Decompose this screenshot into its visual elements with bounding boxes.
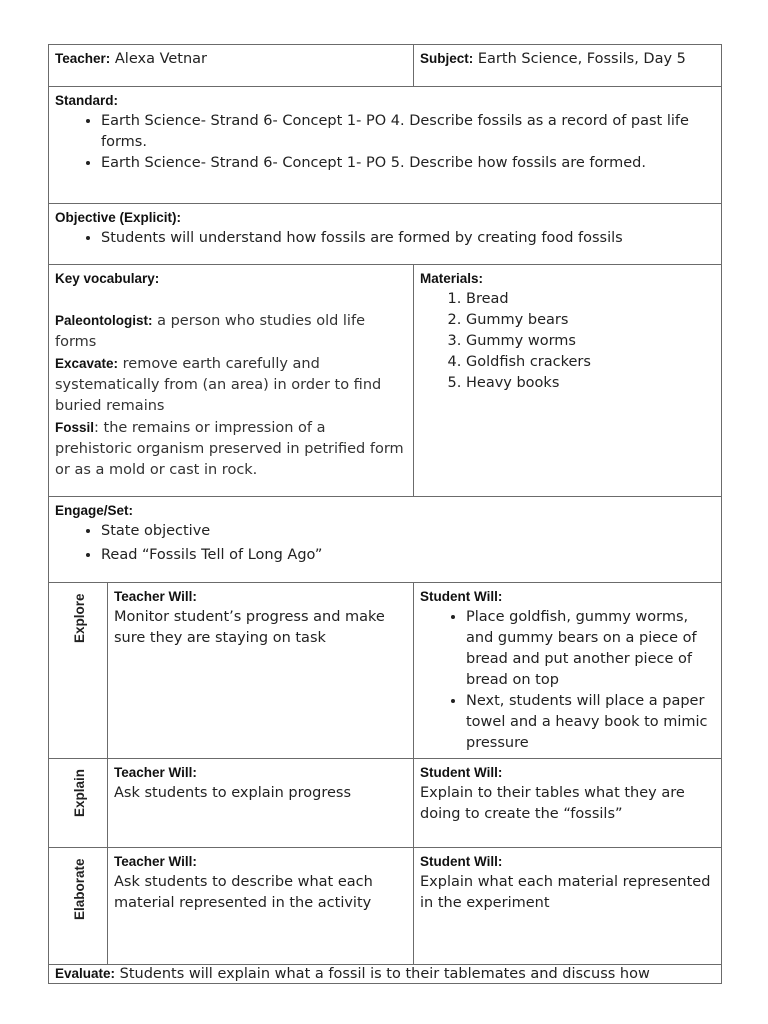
explain-side-cell [49, 759, 108, 848]
explore-student-list [420, 607, 715, 754]
explore-row [49, 583, 722, 759]
standard-item: • Earth Science- Strand 6- Concept 1- PO 4. Describe fossils as a record of past life forms. [101, 111, 715, 153]
materials-label: Materials: [420, 271, 484, 286]
explain-student-cell [414, 759, 722, 848]
evaluate-row [49, 965, 722, 984]
explore-teacher-label: Teacher Will: [114, 589, 197, 604]
lesson-plan-table [48, 44, 722, 984]
standard-list [55, 111, 715, 174]
engage-cell [49, 497, 722, 583]
standard-row [49, 87, 722, 204]
objective-cell [49, 204, 722, 265]
explain-teacher-text: Ask students to explain progress [114, 785, 352, 801]
explain-side-label: Explain [72, 768, 87, 817]
material-item: 2. Gummy bears [466, 310, 715, 331]
explore-side-cell [49, 583, 108, 759]
vocab-word: Paleontologist: [55, 313, 153, 328]
engage-row [49, 497, 722, 583]
standard-item: • Earth Science- Strand 6- Concept 1- PO 5. Describe how fossils are formed. [101, 153, 715, 174]
evaluate-cell [49, 965, 722, 984]
evaluate-label: Evaluate: [55, 966, 116, 981]
objective-row [49, 204, 722, 265]
elaborate-teacher-label: Teacher Will: [114, 854, 197, 869]
subject-label: Subject: [420, 51, 474, 66]
header-row [49, 45, 722, 87]
standard-label: Standard: [55, 93, 119, 108]
materials-list [420, 289, 715, 394]
vocabulary-label: Key vocabulary: [55, 271, 160, 286]
material-item: 1. Bread [466, 289, 715, 310]
vocab-word: Fossil [55, 420, 95, 435]
elaborate-student-text: Explain what each material represented in the experiment [420, 874, 711, 911]
elaborate-row [49, 848, 722, 965]
vocabulary-cell [49, 265, 414, 497]
explain-student-text: Explain to their tables what they are doing to create the “fossils” [420, 785, 685, 822]
explore-student-item: • Place goldfish, gummy worms, and gummy bears on a piece of bread and put another piece of bread on top [466, 607, 715, 691]
explore-side-label: Explore [72, 593, 87, 643]
explore-student-label: Student Will: [420, 589, 503, 604]
elaborate-teacher-text: Ask students to describe what each material represented in the activity [114, 874, 373, 911]
teacher-cell [49, 45, 414, 87]
objective-list [55, 228, 715, 249]
standard-cell [49, 87, 722, 204]
explain-teacher-label: Teacher Will: [114, 765, 197, 780]
vocab-definition: a person who studies old life forms [55, 313, 365, 350]
vocab-definition: : the remains or impression of a prehistoric organism preserved in petrified form or as a mold or cast in rock. [55, 420, 404, 478]
elaborate-student-cell [414, 848, 722, 965]
explore-student-cell [414, 583, 722, 759]
explore-teacher-cell [108, 583, 414, 759]
vocab-term [55, 353, 407, 417]
elaborate-side-label: Elaborate [72, 858, 87, 920]
material-item: 5. Heavy books [466, 373, 715, 394]
vocab-term [55, 417, 407, 481]
elaborate-side-cell [49, 848, 108, 965]
engage-list [55, 521, 715, 566]
vocab-word: Excavate: [55, 356, 119, 371]
subject-value: Earth Science, Fossils, Day 5 [473, 51, 686, 67]
objective-label: Objective (Explicit): [55, 210, 182, 225]
elaborate-student-label: Student Will: [420, 854, 503, 869]
material-item: 3. Gummy worms [466, 331, 715, 352]
engage-label: Engage/Set: [55, 503, 134, 518]
explain-teacher-cell [108, 759, 414, 848]
material-item: 4. Goldfish crackers [466, 352, 715, 373]
teacher-label: Teacher: [55, 51, 111, 66]
evaluate-text: Students will explain what a fossil is to their tablemates and discuss how [115, 966, 650, 982]
vocabulary-materials-row [49, 265, 722, 497]
teacher-name: Alexa Vetnar [110, 51, 208, 67]
vocab-definition: remove earth carefully and systematically from (an area) in order to find buried remains [55, 356, 382, 414]
objective-item: • Students will understand how fossils are formed by creating food fossils [101, 228, 715, 249]
engage-item: • State objective [101, 521, 715, 542]
materials-cell [414, 265, 722, 497]
vocab-term [55, 310, 407, 353]
explore-teacher-text: Monitor student’s progress and make sure they are staying on task [114, 609, 385, 646]
subject-cell [414, 45, 722, 87]
engage-item: • Read “Fossils Tell of Long Ago” [101, 545, 715, 566]
elaborate-teacher-cell [108, 848, 414, 965]
explain-student-label: Student Will: [420, 765, 503, 780]
explore-student-item: • Next, students will place a paper towel and a heavy book to mimic pressure [466, 691, 715, 754]
explain-row [49, 759, 722, 848]
